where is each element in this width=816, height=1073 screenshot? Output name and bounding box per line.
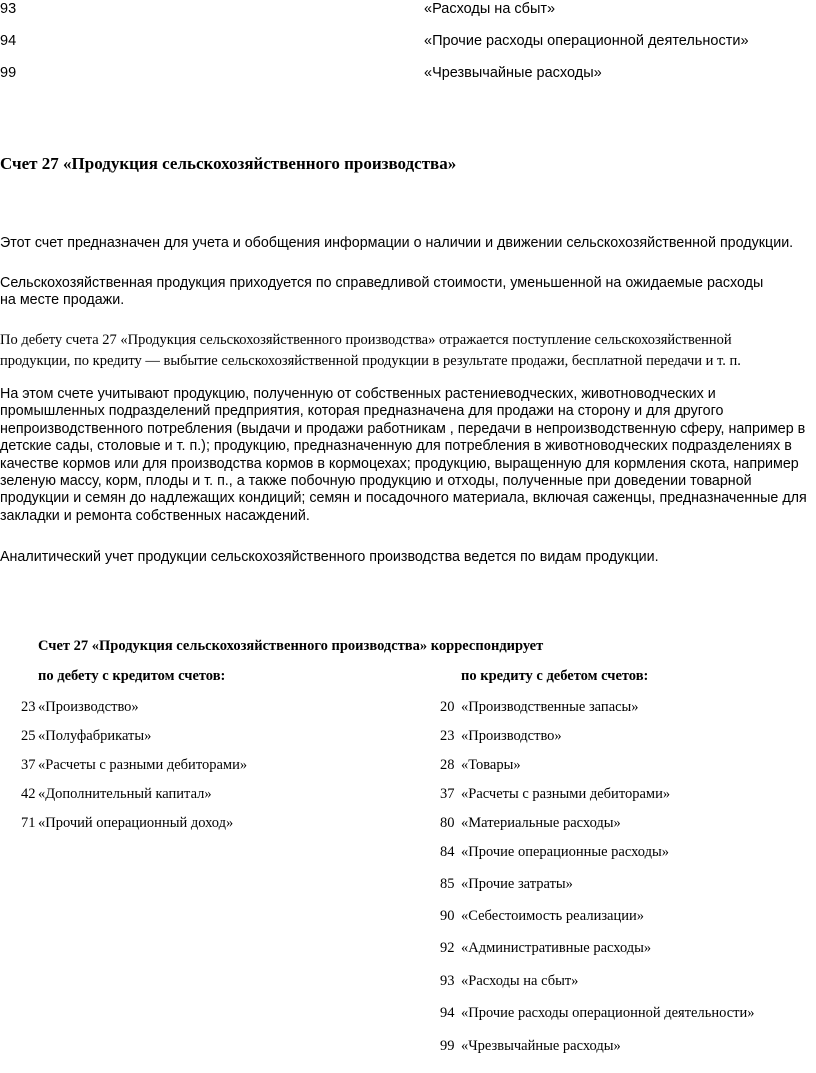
account-code: 92 [440, 940, 455, 956]
paragraph-purpose: Этот счет предназначен для учета и обобщения информации о наличии и движении сельскохозяйственной продукции. [0, 235, 794, 251]
account-code: 23 [440, 728, 455, 744]
top-list-name: «Расходы на сбыт» [424, 1, 556, 17]
account-code: 23 [21, 699, 36, 715]
paragraph-valuation: Сельскохозяйственная продукция приходуется по справедливой стоимости, уменьшенной на ожидаемые расходы на месте продажи. [0, 275, 764, 309]
account-code: 28 [440, 757, 455, 773]
top-list-code: 93 [0, 1, 17, 17]
account-name: «Производство» [461, 728, 562, 744]
account-code: 37 [440, 786, 455, 802]
top-list-code: 99 [0, 65, 17, 81]
account-name: «Прочий операционный доход» [38, 815, 234, 831]
top-list-code: 94 [0, 33, 17, 49]
account-name: «Прочие затраты» [461, 876, 573, 892]
debit-header: по дебету с кредитом счетов: [38, 668, 226, 684]
account-name: «Производственные запасы» [461, 699, 639, 715]
account-name: «Расчеты с разными дебиторами» [461, 786, 671, 802]
credit-header: по кредиту с дебетом счетов: [461, 668, 649, 684]
top-list-name: «Прочие расходы операционной деятельности» [424, 33, 749, 49]
account-code: 84 [440, 844, 455, 860]
account-code: 25 [21, 728, 36, 744]
section-title: Счет 27 «Продукция сельскохозяйственного производства» [0, 154, 457, 173]
account-code: 80 [440, 815, 455, 831]
account-code: 42 [21, 786, 36, 802]
account-name: «Административные расходы» [461, 940, 652, 956]
account-code: 20 [440, 699, 455, 715]
account-name: «Материальные расходы» [461, 815, 621, 831]
account-name: «Расчеты с разными дебиторами» [38, 757, 248, 773]
account-code: 37 [21, 757, 36, 773]
paragraph-debit-credit: По дебету счета 27 «Продукция сельскохозяйственного производства» отражается поступление сельскохозяйственной продукции, по кредиту — выбытие сельскохозяйственной продукции в результате продажи, бесплатной передачи и т. п. [0, 332, 741, 369]
account-name: «Производство» [38, 699, 139, 715]
correspondence-title: Счет 27 «Продукция сельскохозяйственного производства» корреспондирует [38, 638, 544, 654]
account-name: «Прочие операционные расходы» [461, 844, 670, 860]
paragraph-scope: На этом счете учитывают продукцию, полученную от собственных растениеводческих, животноводческих и промышленных подразделений предприятия, которая предназначена для продажи на сторону и для другого непроизводственного потребления (выдачи и продажи работникам , передачи в непроизводственную сферу, например в детские сады, столовые и т. п.); продукцию, предназначенную для потребления в животноводческих подразделениях в качестве кормов или для производства кормов в кормоцехах; продукцию, выращенную для кормления скота, например зеленую массу, корм, плоды и т. п., а также побочную продукцию и отходы, полученные при доведении товарной продукции и семян до надлежащих кондиций; семян и посадочного материала, включая саженцы, предназначенные для закладки и ремонта собственных насаждений. [0, 386, 807, 524]
account-code: 94 [440, 1005, 455, 1021]
account-name: «Товары» [461, 757, 521, 773]
account-name: «Расходы на сбыт» [461, 973, 579, 989]
account-name: «Дополнительный капитал» [38, 786, 212, 802]
top-list-name: «Чрезвычайные расходы» [424, 65, 602, 81]
account-code: 93 [440, 973, 455, 989]
account-code: 71 [21, 815, 36, 831]
account-code: 99 [440, 1038, 455, 1054]
account-code: 90 [440, 908, 455, 924]
account-name: «Полуфабрикаты» [38, 728, 152, 744]
account-name: «Себестоимость реализации» [461, 908, 645, 924]
account-name: «Прочие расходы операционной деятельности» [461, 1005, 755, 1021]
account-name: «Чрезвычайные расходы» [461, 1038, 621, 1054]
account-code: 85 [440, 876, 455, 892]
paragraph-analytics: Аналитический учет продукции сельскохозяйственного производства ведется по видам продукции. [0, 549, 659, 565]
